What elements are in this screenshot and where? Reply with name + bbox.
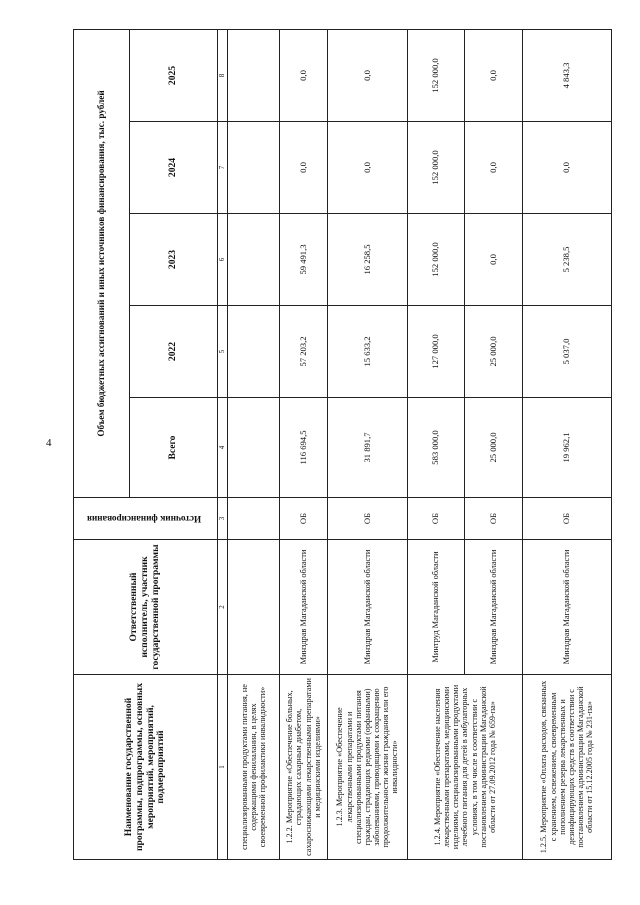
row-2022: 15 633,2 — [328, 306, 408, 398]
row-total: 116 694,5 — [280, 398, 328, 498]
table-row — [328, 29, 408, 859]
col-number: 1 — [218, 675, 228, 860]
row-2023: 5 238,5 — [523, 214, 612, 306]
header-financing-group: Объем бюджетных ассигнований и иных источников финансирования, тыс. рублей — [74, 29, 130, 497]
row-total: 25 000,0 — [465, 398, 523, 498]
header-source — [74, 498, 218, 540]
table-row — [228, 29, 280, 859]
row-2023: 0,0 — [465, 214, 523, 306]
row-2022 — [228, 306, 280, 398]
row-2024: 0,0 — [328, 122, 408, 214]
table-row — [523, 29, 612, 859]
financing-table — [73, 29, 612, 860]
row-total: 583 000,0 — [408, 398, 465, 498]
header-year-2022: 2022 — [130, 306, 218, 398]
row-total: 31 891,7 — [328, 398, 408, 498]
col-number: 7 — [218, 122, 228, 214]
row-total: 19 962,1 — [523, 398, 612, 498]
row-2025: 0,0 — [280, 29, 328, 121]
row-source: ОБ — [523, 498, 612, 540]
row-total — [228, 398, 280, 498]
row-executor: Минздрав Магаданской области — [328, 540, 408, 675]
row-source: ОБ — [465, 498, 523, 540]
col-number: 2 — [218, 540, 228, 675]
row-executor: Минздрав Магаданской области — [465, 540, 523, 675]
row-2024: 152 000,0 — [408, 122, 465, 214]
row-executor: Минздрав Магаданской области — [280, 540, 328, 675]
row-2023: 152 000,0 — [408, 214, 465, 306]
row-2024 — [228, 122, 280, 214]
header-source-label: Источник финансирования — [86, 513, 201, 524]
row-name: 1.2.3. Мероприятие «Обеспечение лекарственными препаратами и специализированными продуктами питания граждан, страдающих редкими (орфанными) заболеваниями, приводящими к сокращению продолжительности жизни граждания или его инвалидности» — [328, 675, 408, 860]
row-2022: 5 037,0 — [523, 306, 612, 398]
col-number: 4 — [218, 398, 228, 498]
header-year-2024: 2024 — [130, 122, 218, 214]
row-2024: 0,0 — [523, 122, 612, 214]
col-number: 3 — [218, 498, 228, 540]
table-row — [408, 29, 465, 859]
row-2025 — [228, 29, 280, 121]
rotated-page — [73, 30, 595, 860]
row-2022: 127 000,0 — [408, 306, 465, 398]
row-2023: 16 258,5 — [328, 214, 408, 306]
row-2025: 4 843,3 — [523, 29, 612, 121]
row-executor — [228, 540, 280, 675]
page-number: 4 — [46, 437, 52, 449]
row-2023 — [228, 214, 280, 306]
header-name: Наименование государственной программы, подпрограммы, основных мероприятий, мероприятий, подмероприятий — [74, 675, 218, 860]
row-2025: 152 000,0 — [408, 29, 465, 121]
row-2025: 0,0 — [465, 29, 523, 121]
col-number: 8 — [218, 29, 228, 121]
col-number: 6 — [218, 214, 228, 306]
header-total: Всего — [130, 398, 218, 498]
row-2024: 0,0 — [280, 122, 328, 214]
row-executor: Минздрав Магаданской области — [523, 540, 612, 675]
header-year-2023: 2023 — [130, 214, 218, 306]
col-number: 5 — [218, 306, 228, 398]
header-year-2025: 2025 — [130, 29, 218, 121]
row-name: 1.2.4. Мероприятие «Обеспечение населения лекарственными препаратами, медицинскими изделиями, специализированными продуктами лечебного питания для детей в амбулаторных условиях, в том числе в соответствии с постановлением администрации Магаданской области от 27.09.2012 года № 659-па» — [408, 675, 523, 860]
row-name: специализированными продуктами питания, не содержащими фенилаланин, в целях своевременной профилактики инвалидности» — [228, 675, 280, 860]
row-name: 1.2.2. Мероприятие «Обеспечение больных, страдающих сахарным диабетом, сахароснижающими лекарственными препаратами и медицинскими изделиями» — [280, 675, 328, 860]
row-executor: Минтруд Магаданской области — [408, 540, 465, 675]
row-2025: 0,0 — [328, 29, 408, 121]
row-source: ОБ — [328, 498, 408, 540]
row-source: ОБ — [408, 498, 465, 540]
row-2022: 25 000,0 — [465, 306, 523, 398]
row-2022: 57 203,2 — [280, 306, 328, 398]
table-row — [280, 29, 328, 859]
header-executor: Ответственный исполнитель, участник государственной программы — [74, 540, 218, 675]
row-name: 1.2.5. Мероприятие «Оплата расходов, связанных с хранением, освежением, своевременным пополнением резерва лекарственных и дезинфицирующих средств в соответствии с постановлением администрации Магаданской области от 15.12.2005 года № 231-па» — [523, 675, 612, 860]
row-source — [228, 498, 280, 540]
row-2023: 59 491,3 — [280, 214, 328, 306]
row-source: ОБ — [280, 498, 328, 540]
row-2024: 0,0 — [465, 122, 523, 214]
